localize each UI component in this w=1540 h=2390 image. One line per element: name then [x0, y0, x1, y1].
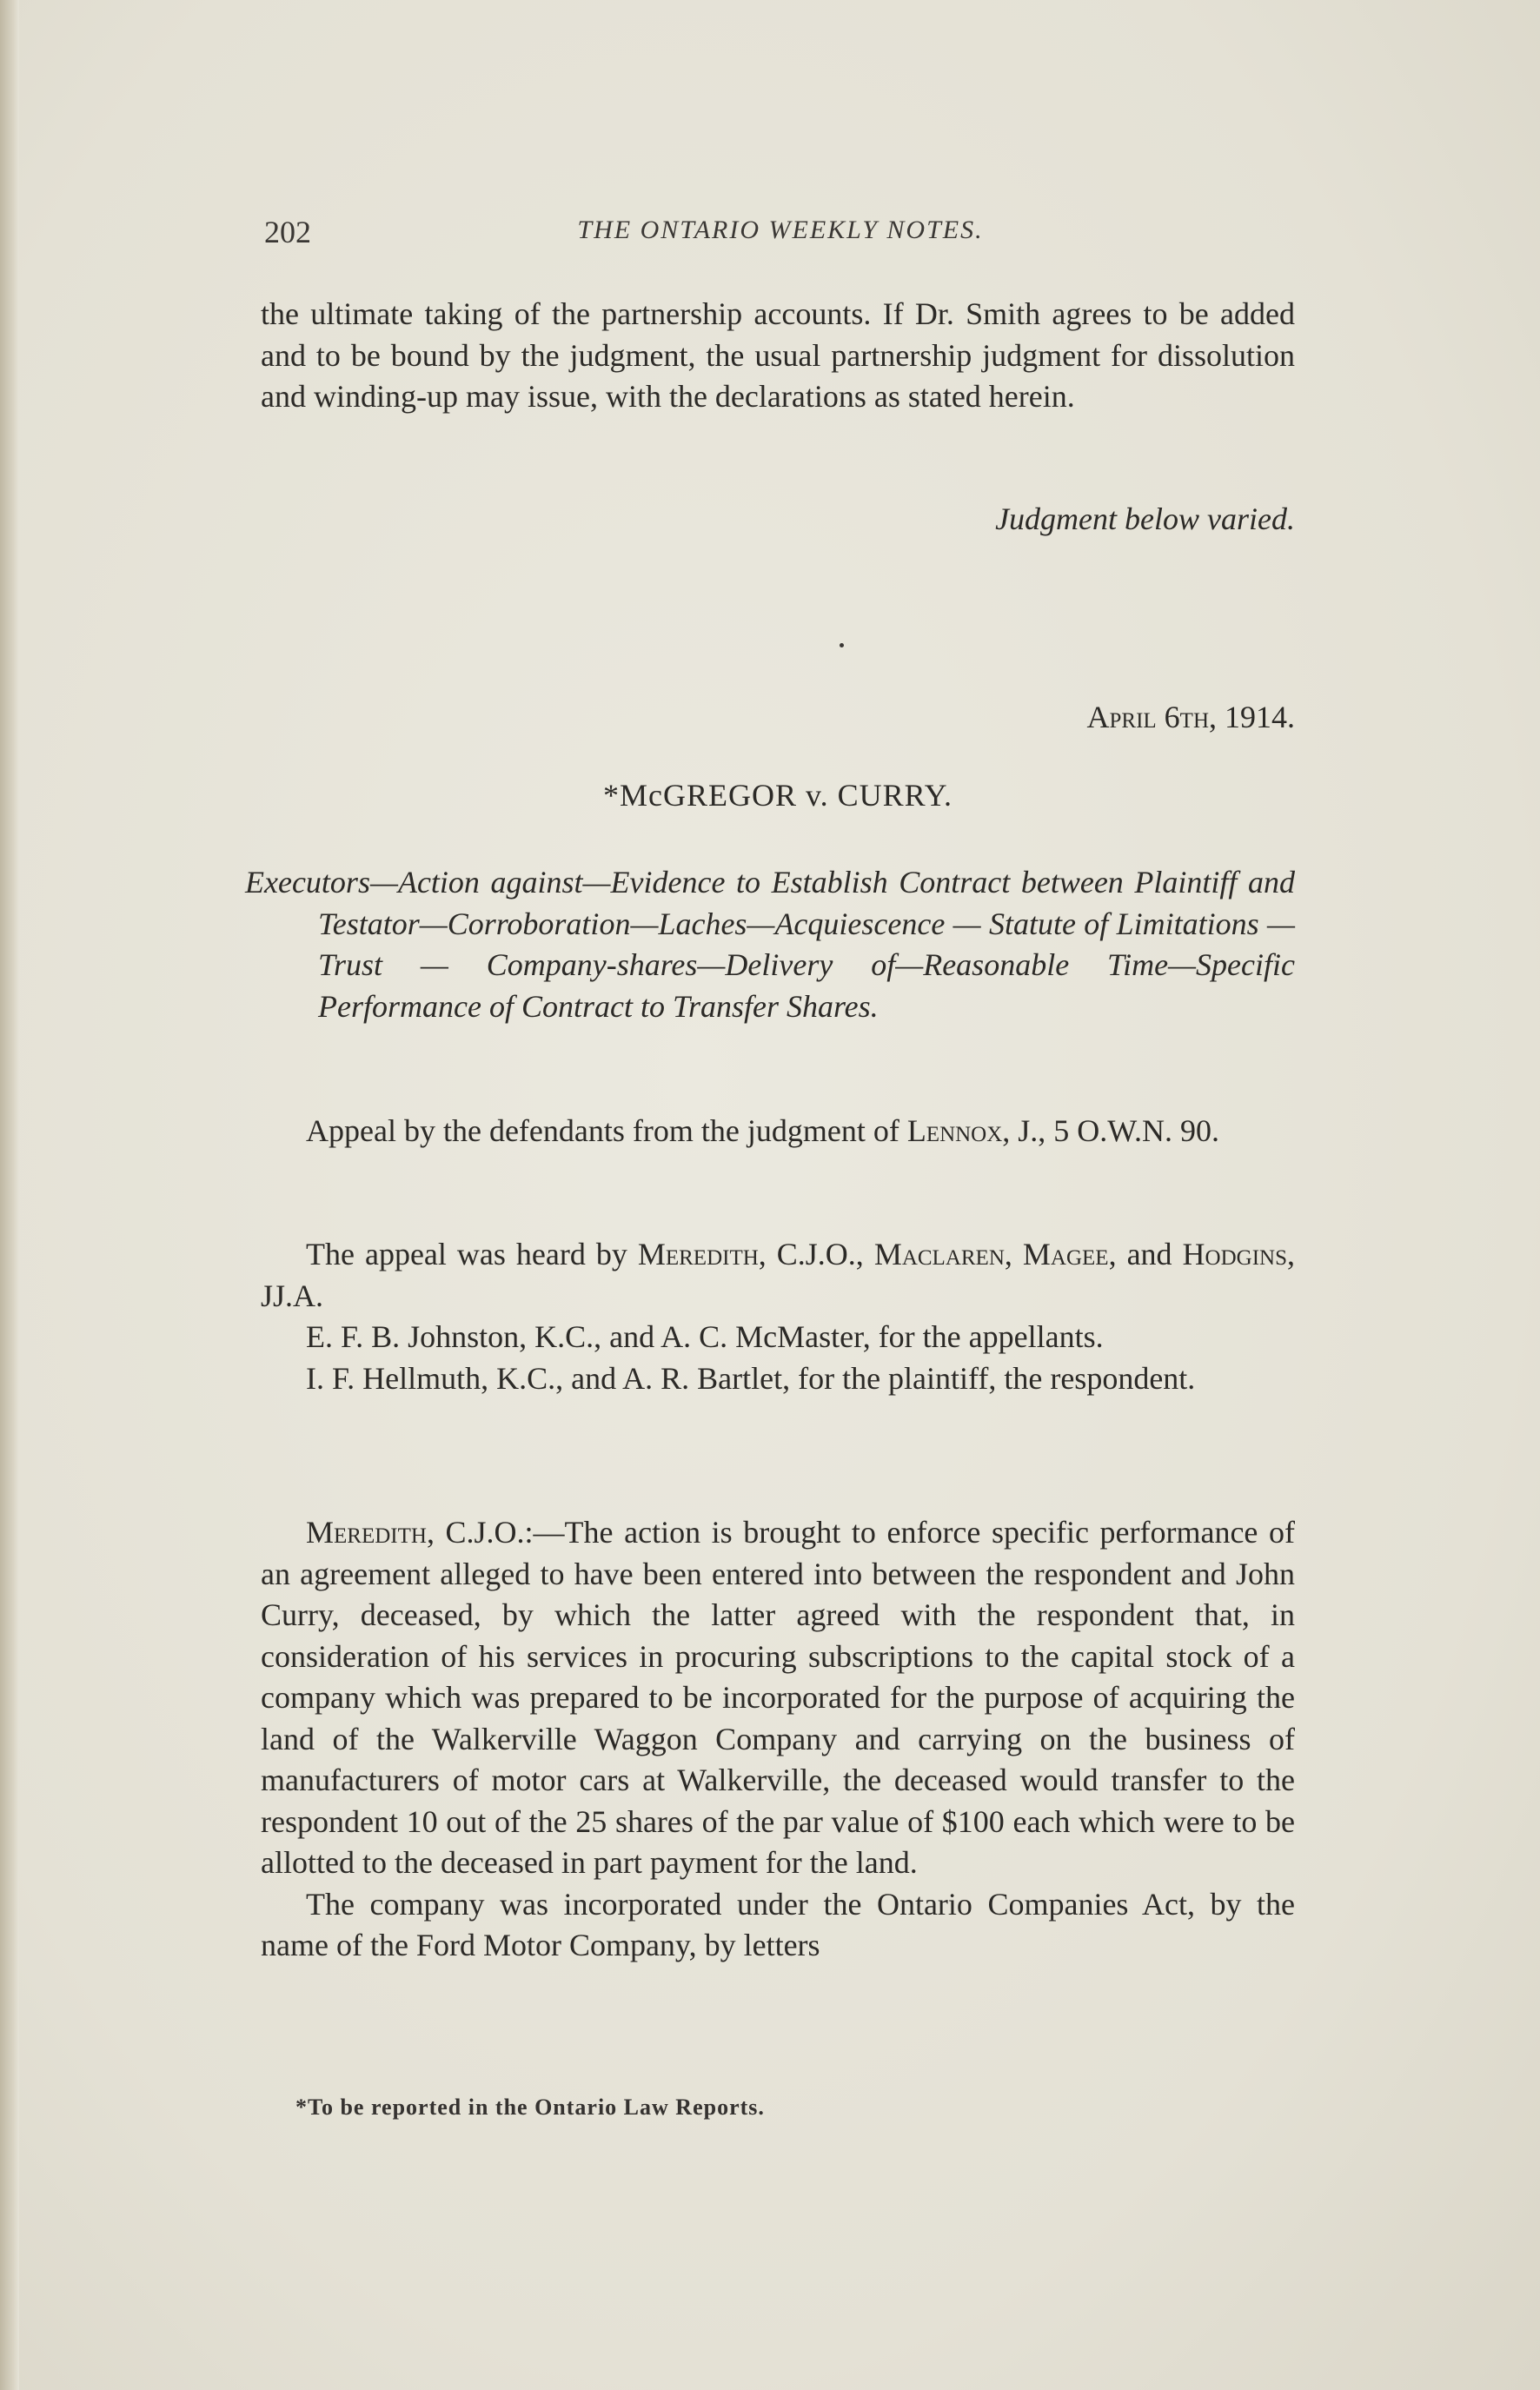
footnote: *To be reported in the Ontario Law Reports.	[295, 2095, 765, 2120]
page-header	[264, 214, 1297, 257]
page-number: 202	[264, 215, 311, 249]
counsel-appellants: E. F. B. Johnston, K.C., and A. C. McMaster, for the appellants.	[306, 1319, 1104, 1354]
trial-judge-name: Lennox	[906, 1113, 1003, 1148]
appeal-paragraph-block	[261, 1111, 1295, 1152]
case-date: April 6th, 1914.	[1086, 700, 1295, 734]
appeal-text-after: , J., 5 O.W.N. 90.	[1002, 1113, 1219, 1148]
judge-name-1: Meredith	[637, 1237, 759, 1271]
disposition: Judgment below varied.	[995, 501, 1295, 536]
previous-case-conclusion	[261, 294, 1295, 418]
hearing-block	[261, 1234, 1295, 1399]
hearing-text-before: The appeal was heard by	[306, 1237, 638, 1271]
hearing-mid-3: , and	[1108, 1237, 1183, 1271]
counsel-respondent: I. F. Hellmuth, K.C., and A. R. Bartlet, for the plaintiff, the respondent.	[306, 1360, 1196, 1396]
hearing-paragraph	[261, 1234, 1295, 1317]
hearing-text-after: , JJ.A.	[261, 1237, 1295, 1313]
page-binding-edge	[0, 0, 19, 2390]
case-headnote: Executors—Action against—Evidence to Establish Contract between Plaintiff and Testator—Corroboration—Laches—Acquiescence — Statute of Limitations — Trust — Company-shares—Delivery of—Reasonable Time—Specific Performance of Contract to Transfer Shares.	[245, 865, 1295, 1024]
judge-name-2: Maclaren	[873, 1237, 1005, 1271]
judgment-continuation: The company was incorporated under the Ontario Companies Act, by the name of the Ford Motor Company, by letters	[261, 1886, 1295, 1962]
judgment-author: Meredith	[306, 1515, 427, 1550]
hearing-mid-2: ,	[1004, 1237, 1023, 1271]
case-title: *McGREGOR v. CURRY.	[602, 778, 953, 813]
appeal-text-before: Appeal by the defendants from the judgment of	[306, 1113, 907, 1148]
judge-name-4: Hodgins	[1182, 1237, 1287, 1271]
hearing-mid-1: , C.J.O.,	[758, 1237, 874, 1271]
judge-name-3: Magee	[1022, 1237, 1109, 1271]
appeal-paragraph	[261, 1111, 1295, 1152]
judgment-text: , C.J.O.:—The action is brought to enforce specific performance of an agreement alleged to have been entered into between the respondent and John Curry, deceased, by which the latter agreed with the respondent that, in consideration of his services in procuring subscriptions to the capital stock of a company which was prepared to be incorporated for the purpose of acquiring the land of the Walkerville Waggon Company and carrying on the business of manufacturers of motor cars at Walkerville, the deceased would transfer to the respondent 10 out of the 25 shares of the par value of $100 each which were to be allotted to the deceased in part payment for the land.	[261, 1515, 1295, 1880]
section-separator-dot	[840, 643, 844, 647]
running-title: THE ONTARIO WEEKLY NOTES.	[577, 216, 984, 244]
judgment-paragraph	[261, 1512, 1295, 1884]
closing-paragraph: the ultimate taking of the partnership accounts. If Dr. Smith agrees to be added and to be bound by the judgment, the usual partnership judgment for dissolution and winding-up may issue, with the declarations as stated herein.	[261, 296, 1295, 414]
judgment-block	[261, 1512, 1295, 1967]
